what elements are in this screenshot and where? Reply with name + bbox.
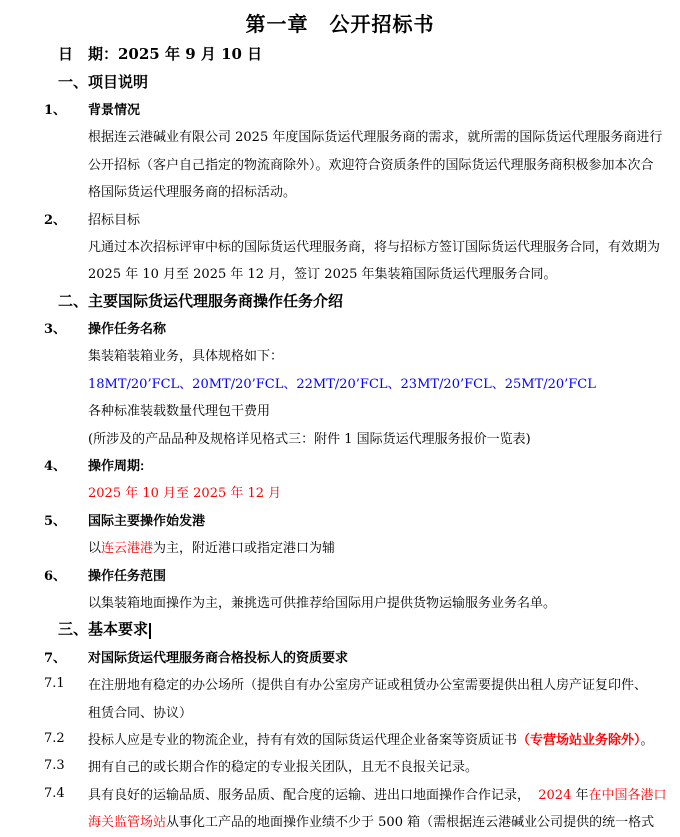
item-number: 7.4 xyxy=(44,785,65,801)
text-segment: 一、项目说明 xyxy=(58,73,149,91)
document-line xyxy=(0,232,680,259)
document-line xyxy=(0,423,680,450)
document-line xyxy=(0,287,680,314)
document-line xyxy=(0,807,680,834)
line-content xyxy=(88,784,667,803)
text-segment: 日 期：2025 年 9 月 10 日 xyxy=(58,45,263,64)
text-segment: 操作任务范围 xyxy=(88,567,167,583)
text-segment: 集装箱装箱业务，具体规格如下： xyxy=(88,349,284,365)
document-line xyxy=(0,67,680,94)
item-number: 4、 xyxy=(44,459,67,475)
document-line xyxy=(0,752,680,779)
line-content xyxy=(88,455,144,474)
line-content xyxy=(0,811,654,830)
text-segment: 拥有自己的或长期合作的稳定的专业报关团队，且无不良报关记录。 xyxy=(88,760,479,776)
text-segment: 以集装箱地面操作为主，兼挑选可供推荐给国际用户提供货物运输服务业务名单。 xyxy=(88,596,557,611)
text-segment: 连云港港 xyxy=(101,541,154,557)
document-line xyxy=(0,533,680,560)
item-number: 7.3 xyxy=(44,758,65,774)
line-content xyxy=(88,99,140,118)
item-number: 6、 xyxy=(44,568,67,584)
document-line xyxy=(0,122,680,149)
text-segment: 以 xyxy=(88,541,102,557)
text-segment: 在中国各港口 xyxy=(588,787,667,803)
item-number: 1、 xyxy=(44,102,67,118)
text-segment: 18MT/20’FCL、20MT/20’FCL、22MT/20’FCL、23MT/20’FCL、25MT/20’FCL xyxy=(88,376,596,392)
text-segment: 从事化工产品的地面操作业绩不少于 500 箱（需根据连云港碱业公司提供的统一格式 xyxy=(166,815,655,831)
text-segment: 操作任务名称 xyxy=(88,321,167,337)
document-line xyxy=(0,95,680,122)
item-number: 7、 xyxy=(44,650,67,666)
document-line xyxy=(0,204,680,231)
text-segment: 招标目标 xyxy=(88,212,141,228)
text-segment: (所涉及的产品品种及规格详见格式三：附件 1 国际货运代理服务报价一览表) xyxy=(88,431,531,447)
line-content xyxy=(0,428,531,447)
line-content xyxy=(0,263,557,282)
text-segment: 为主，附近港口或指定港口为辅 xyxy=(153,541,336,557)
line-content xyxy=(0,702,192,721)
line-content xyxy=(0,373,596,392)
text-segment: 对国际货运代理服务商合格投标人的资质要求 xyxy=(88,649,349,665)
line-content xyxy=(88,565,166,584)
line-content xyxy=(0,345,283,364)
document-line xyxy=(0,150,680,177)
text-segment: 2025 年 10 月至 2025 年 12 月 xyxy=(88,486,282,502)
item-number: 7.2 xyxy=(44,730,65,746)
item-number: 5、 xyxy=(44,513,67,529)
text-segment: （专营场站业务除外） xyxy=(517,731,641,747)
line-content xyxy=(0,154,654,173)
line-content xyxy=(0,43,262,64)
text-segment: 各种标准装载数量代理包干费用 xyxy=(88,404,271,420)
item-number: 3、 xyxy=(44,322,67,338)
text-segment: 凡通过本次招标评审中标的国际货运代理服务商，将与招标方签订国际货运代理服务合同，有效期为 xyxy=(88,239,661,255)
text-segment: 。 xyxy=(640,732,654,748)
document-line xyxy=(0,588,680,615)
text-segment: 操作周期: xyxy=(88,458,145,474)
line-content xyxy=(0,126,662,145)
item-number: 7.1 xyxy=(44,676,65,692)
line-content xyxy=(0,71,148,92)
line-content xyxy=(88,729,654,748)
document-line xyxy=(0,643,680,670)
document-lines xyxy=(0,40,680,834)
document-line xyxy=(0,725,680,752)
line-content xyxy=(88,674,647,693)
text-segment: 海关监管场站 xyxy=(88,815,167,831)
text-segment: 三、基本要求 xyxy=(58,621,149,639)
page-title: 第一章 公开招标书 xyxy=(245,12,435,36)
line-content xyxy=(0,482,281,501)
text-segment: 2025 年 10 月至 2025 年 12 月，签订 2025 年集装箱国际货运代理服务合同。 xyxy=(88,267,557,283)
text-cursor xyxy=(149,623,151,639)
document-line xyxy=(0,40,680,67)
line-content xyxy=(0,537,335,556)
line-content xyxy=(88,318,166,337)
text-segment: 具有良好的运输品质、服务品质、配合度的运输、进出口地面操作合作记录， xyxy=(88,787,539,803)
document-line xyxy=(0,314,680,341)
text-segment: 国际主要操作始发港 xyxy=(88,512,206,528)
document-line xyxy=(0,506,680,533)
document-line xyxy=(0,615,680,642)
document-line xyxy=(0,780,680,807)
text-segment: 格国际货运代理服务商的招标活动。 xyxy=(88,185,297,201)
text-segment: 年 xyxy=(571,787,589,803)
text-segment: 2024 xyxy=(538,787,572,803)
line-content xyxy=(88,756,478,775)
document-line xyxy=(0,369,680,396)
line-content xyxy=(0,592,556,611)
line-content xyxy=(0,181,296,200)
text-segment: 租赁合同、协议） xyxy=(88,705,193,721)
document-line xyxy=(0,177,680,204)
line-content xyxy=(0,400,270,419)
line-content xyxy=(88,647,348,666)
item-number: 2、 xyxy=(44,212,67,228)
document-line xyxy=(0,697,680,724)
line-content xyxy=(0,290,343,311)
text-segment: 投标人应是专业的物流企业，持有有效的国际货运代理企业备案等资质证书 xyxy=(88,732,518,748)
document-line xyxy=(0,560,680,587)
document-line xyxy=(0,396,680,423)
document-line xyxy=(0,670,680,697)
document-line xyxy=(0,259,680,286)
line-content xyxy=(88,209,140,228)
text-segment: 背景情况 xyxy=(88,101,141,117)
document-line xyxy=(0,451,680,478)
line-content xyxy=(0,618,151,639)
text-segment: 根据连云港碱业有限公司 2025 年度国际货运代理服务商的需求，就所需的国际货运代理服务商进行 xyxy=(88,130,663,146)
text-segment: 在注册地有稳定的办公场所（提供自有办公室房产证或租赁办公室需要提供出租人房产证复印件、 xyxy=(88,678,648,694)
document-line xyxy=(0,341,680,368)
document-line xyxy=(0,478,680,505)
text-segment: 公开招标（客户自己指定的物流商除外）。欢迎符合资质条件的国际货运代理服务商积极参加本次合 xyxy=(88,157,654,173)
line-content xyxy=(88,510,205,529)
text-segment: 二、主要国际货运代理服务商操作任务介绍 xyxy=(58,292,344,310)
line-content xyxy=(0,236,660,255)
